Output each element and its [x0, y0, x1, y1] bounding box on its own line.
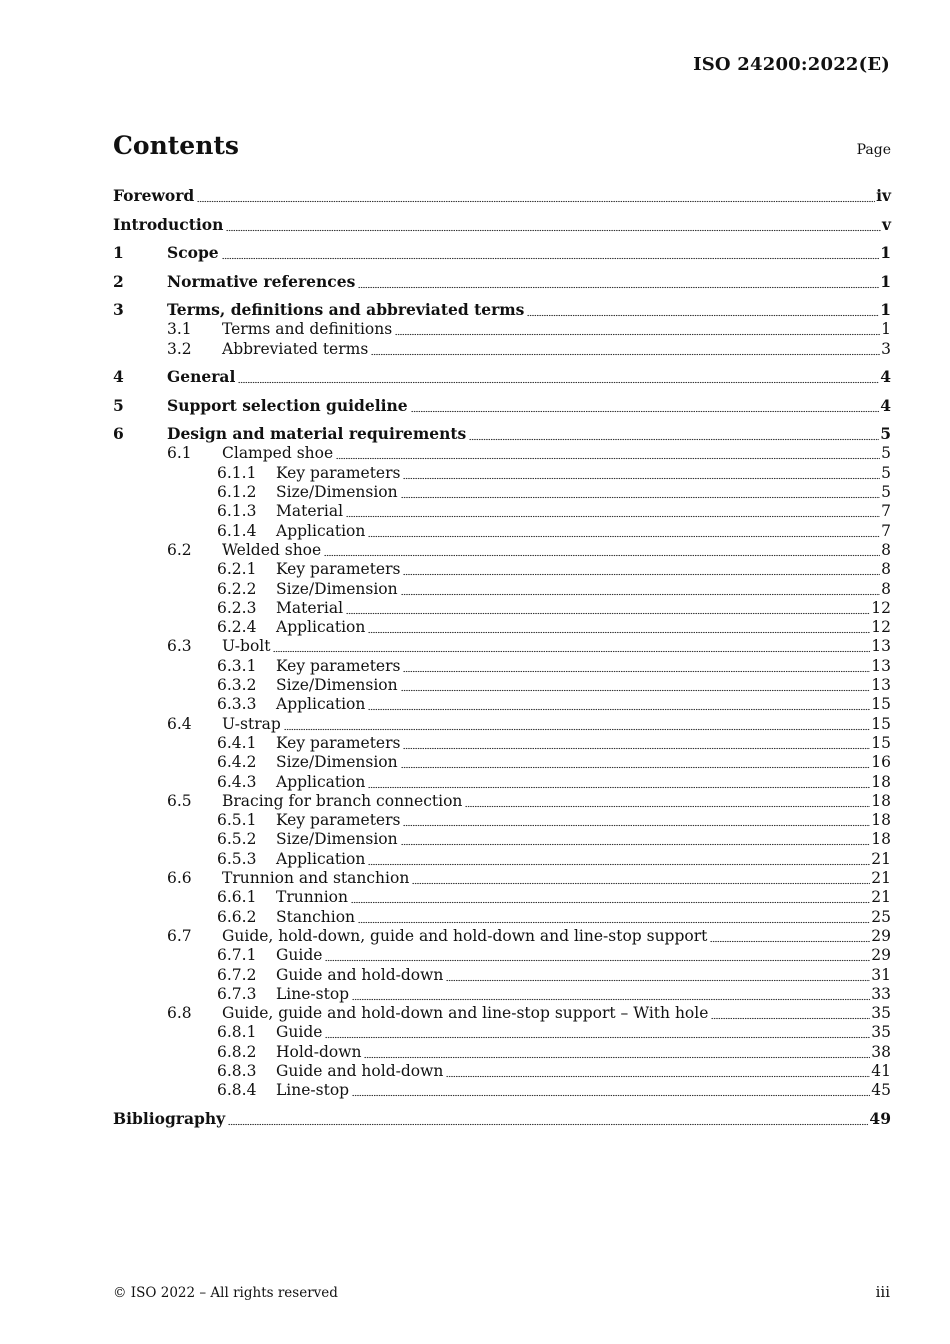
toc-entry-page: 3	[881, 339, 891, 358]
toc-entry-number: 6	[113, 424, 124, 444]
toc-entry[interactable]	[113, 215, 891, 235]
toc-entry[interactable]	[113, 559, 891, 579]
toc-entry-number: 6.6.2	[217, 907, 257, 926]
dot-leader	[346, 501, 880, 521]
footer-copyright: © ISO 2022 – All rights reserved	[113, 1285, 338, 1301]
toc-entry-number: 6.5.2	[217, 830, 257, 849]
toc-entry-title: Design and material requirements	[167, 424, 467, 444]
toc-entry-title: Guide, hold-down, guide and hold-down and line-stop support	[222, 926, 708, 945]
toc-entry-number: 1	[113, 243, 124, 262]
dot-leader	[368, 694, 870, 714]
toc-entry-number: 4	[113, 367, 124, 387]
toc-entry-number: 6.7.1	[217, 946, 257, 965]
dot-leader	[711, 1003, 870, 1023]
toc-entry-number: 3	[113, 300, 124, 319]
dot-leader	[284, 714, 870, 734]
toc-entry-title: Application	[276, 695, 366, 714]
toc-entry-page: 45	[871, 1081, 891, 1100]
toc-entry-title: Hold-down	[276, 1042, 362, 1061]
toc-entry[interactable]	[113, 339, 891, 359]
toc-entry-page: 18	[871, 811, 891, 830]
dot-leader	[324, 540, 880, 560]
toc-entry[interactable]	[113, 636, 891, 656]
dot-leader	[401, 829, 871, 849]
dot-leader	[465, 791, 870, 811]
toc-entry-page: 25	[871, 907, 891, 926]
toc-entry-title: Key parameters	[276, 733, 401, 752]
toc-entry-page: 21	[871, 888, 891, 907]
toc-entry[interactable]	[113, 367, 891, 387]
toc-entry-page: 15	[871, 714, 891, 733]
toc-entry-page: 21	[871, 849, 891, 868]
toc-entry-number: 6.7.3	[217, 984, 257, 1003]
toc-entry-title: Line-stop	[276, 984, 350, 1003]
toc-entry-number: 6.2.2	[217, 579, 257, 598]
dot-leader	[469, 424, 879, 444]
toc-entry-page: 15	[871, 733, 891, 752]
toc-entry[interactable]	[113, 1042, 891, 1062]
toc-entry-title: Line-stop	[276, 1081, 350, 1100]
toc-entry-page: 41	[871, 1062, 891, 1080]
dot-leader	[527, 300, 879, 320]
dot-leader	[403, 559, 880, 579]
toc-entry-page: 7	[881, 502, 891, 521]
toc-entry-title: Size/Dimension	[276, 830, 398, 849]
dot-leader	[401, 579, 881, 599]
dot-leader	[364, 1042, 870, 1062]
toc-entry[interactable]	[113, 887, 891, 907]
toc-entry[interactable]	[113, 752, 891, 772]
dot-leader	[368, 521, 880, 541]
dot-leader	[403, 733, 870, 753]
toc-entry-title: Guide	[276, 1023, 323, 1042]
toc-entry-page: 1	[880, 300, 891, 319]
dot-leader	[401, 482, 881, 502]
toc-entry-title: Scope	[167, 243, 219, 262]
toc-entry-number: 6.2.4	[217, 618, 257, 637]
toc-entry-number: 6.5	[167, 791, 192, 810]
toc-entry[interactable]	[113, 501, 891, 521]
toc-entry-page: 1	[881, 320, 891, 339]
toc-entry[interactable]	[113, 810, 891, 830]
toc-entry[interactable]	[113, 463, 891, 483]
dot-leader	[368, 617, 870, 637]
dot-leader	[403, 810, 870, 830]
toc-entry[interactable]	[113, 772, 891, 792]
toc-entry-number: 6.4	[167, 714, 192, 733]
toc-entry-number: 6.5.1	[217, 811, 257, 830]
toc-entry-number: 6.5.3	[217, 849, 257, 868]
toc-entry-title: U-bolt	[222, 637, 271, 656]
toc-entry-page: 49	[869, 1108, 891, 1128]
toc-entry[interactable]	[113, 791, 891, 811]
toc-entry-number: 6.4.3	[217, 772, 257, 791]
toc-entry[interactable]	[113, 424, 891, 444]
toc-entry-title: Stanchion	[276, 907, 356, 926]
toc-entry-title: Key parameters	[276, 560, 401, 579]
page-column-label: Page	[856, 142, 891, 158]
dot-leader	[358, 272, 879, 292]
toc-entry-title: Size/Dimension	[276, 676, 398, 694]
dot-leader	[273, 636, 870, 656]
toc-entry-page: 18	[871, 772, 891, 791]
toc-entry-number: 6.4.1	[217, 733, 257, 752]
toc-entry-title: Welded shoe	[222, 540, 322, 559]
dot-leader	[351, 887, 870, 907]
toc-entry[interactable]	[113, 482, 891, 502]
toc-entry-page: 31	[871, 965, 891, 984]
toc-entry[interactable]	[113, 243, 891, 263]
toc-entry-page: 8	[881, 560, 891, 579]
toc-entry-number: 6.8.4	[217, 1081, 257, 1100]
toc-entry[interactable]	[113, 849, 891, 869]
toc-entry-title: Size/Dimension	[276, 753, 398, 772]
toc-entry-number: 6.4.2	[217, 753, 257, 772]
toc-entry-page: 13	[871, 656, 891, 675]
dot-leader	[222, 243, 880, 263]
toc-entry-title: Abbreviated terms	[222, 339, 369, 358]
toc-entry-page: 13	[871, 637, 891, 656]
toc-entry-page: 4	[880, 395, 891, 415]
dot-leader	[401, 752, 871, 772]
toc-entry-title: Guide, guide and hold-down and line-stop support – With hole	[222, 1004, 709, 1023]
toc-entry-page: 5	[881, 483, 891, 501]
toc-entry[interactable]	[113, 186, 891, 206]
dot-leader	[352, 1080, 870, 1100]
toc-entry-page: 35	[871, 1023, 891, 1042]
toc-entry-title: Support selection guideline	[167, 395, 408, 415]
toc-entry[interactable]	[113, 579, 891, 599]
toc-entry[interactable]	[113, 319, 891, 339]
document-id: ISO 24200:2022(E)	[693, 54, 890, 75]
toc-entry-title: Guide	[276, 946, 323, 965]
toc-entry-number: 6.6	[167, 869, 192, 887]
toc-entry[interactable]	[113, 656, 891, 676]
toc-entry[interactable]	[113, 1109, 891, 1129]
toc-entry-title: Foreword	[113, 186, 195, 205]
toc-entry-page: 16	[871, 753, 891, 772]
dot-leader	[238, 367, 879, 387]
dot-leader	[352, 984, 870, 1004]
toc-entry-number: 6.6.1	[217, 888, 257, 907]
toc-entry[interactable]	[113, 1080, 891, 1100]
dot-leader	[368, 849, 870, 869]
toc-entry-page: iv	[876, 186, 891, 205]
toc-entry-page: 18	[871, 830, 891, 849]
toc-entry-page: 29	[871, 946, 891, 965]
toc-entry-page: 15	[871, 695, 891, 714]
toc-entry-title: Material	[276, 598, 344, 617]
toc-entry[interactable]	[113, 694, 891, 714]
toc-entry-title: Bracing for branch connection	[222, 791, 463, 810]
toc-entry[interactable]	[113, 617, 891, 637]
toc-entry-title: Key parameters	[276, 463, 401, 482]
toc-entry-page: 38	[871, 1042, 891, 1061]
toc-entry[interactable]	[113, 1061, 891, 1081]
dot-leader	[346, 598, 870, 618]
toc-entry[interactable]	[113, 926, 891, 946]
dot-leader	[197, 186, 875, 206]
toc-entry-number: 6.2.3	[217, 598, 257, 617]
toc-entry[interactable]	[113, 443, 891, 463]
toc-entry-page: 35	[871, 1004, 891, 1023]
toc-entry-number: 5	[113, 395, 124, 415]
toc-entry-title: Trunnion and stanchion	[222, 869, 410, 887]
toc-entry-number: 6.8	[167, 1004, 192, 1023]
toc-entry[interactable]	[113, 300, 891, 320]
dot-leader	[395, 319, 880, 339]
toc-entry-title: Guide and hold-down	[276, 965, 444, 984]
toc-entry[interactable]	[113, 714, 891, 734]
toc-entry[interactable]	[113, 907, 891, 927]
toc-entry-page: 1	[880, 243, 891, 262]
dot-leader	[336, 443, 880, 463]
toc-entry-page: v	[881, 214, 891, 234]
dot-leader	[368, 772, 870, 792]
toc-entry-title: Trunnion	[276, 888, 348, 907]
toc-entry-title: Key parameters	[276, 656, 401, 675]
toc-entry-page: 7	[881, 521, 891, 540]
toc-entry[interactable]	[113, 829, 891, 849]
toc-entry-number: 6.8.2	[217, 1042, 257, 1061]
dot-leader	[403, 463, 880, 483]
toc-entry[interactable]	[113, 396, 891, 416]
toc-entry-number: 6.8.3	[217, 1062, 257, 1080]
toc-entry-title: Guide and hold-down	[276, 1062, 444, 1080]
toc-entry-title: Key parameters	[276, 811, 401, 830]
toc-entry[interactable]	[113, 733, 891, 753]
toc-entry-number: 6.2	[167, 540, 192, 559]
footer-page-number: iii	[875, 1283, 890, 1301]
toc-entry[interactable]	[113, 945, 891, 965]
dot-leader	[371, 339, 880, 359]
toc-entry[interactable]	[113, 675, 891, 695]
dot-leader	[446, 1061, 870, 1081]
toc-entry-page: 1	[880, 271, 891, 291]
toc-entry-number: 6.3.3	[217, 695, 257, 714]
toc-entry-title: Material	[276, 502, 344, 521]
toc-entry[interactable]	[113, 272, 891, 292]
toc-entry[interactable]	[113, 521, 891, 541]
toc-entry-number: 6.1	[167, 444, 192, 463]
dot-leader	[325, 1022, 870, 1042]
toc-entry-page: 5	[881, 463, 891, 482]
dot-leader	[403, 656, 870, 676]
dot-leader	[401, 675, 871, 695]
toc-entry-number: 6.3.1	[217, 656, 257, 675]
toc-entry[interactable]	[113, 540, 891, 560]
toc-entry-title: Terms and definitions	[222, 320, 393, 339]
toc-entry-title: Size/Dimension	[276, 579, 398, 598]
toc-entry-title: Application	[276, 521, 366, 540]
dot-leader	[358, 907, 870, 927]
toc-entry-page: 8	[881, 579, 891, 598]
toc-entry-page: 5	[880, 424, 891, 444]
toc-entry-title: Application	[276, 772, 366, 791]
toc-entry-title: U-strap	[222, 714, 281, 733]
toc-entry-number: 6.1.2	[217, 483, 257, 501]
toc-entry-page: 12	[871, 598, 891, 617]
toc-entry-number: 6.1.3	[217, 502, 257, 521]
dot-leader	[446, 965, 870, 985]
contents-title: Contents	[113, 131, 240, 160]
toc-entry-title: General	[167, 367, 236, 387]
toc-entry[interactable]	[113, 1022, 891, 1042]
toc-entry-page: 18	[871, 791, 891, 810]
toc-entry-number: 6.1.4	[217, 521, 257, 540]
toc-entry-page: 5	[881, 444, 891, 463]
dot-leader	[228, 1109, 868, 1129]
toc-entry-number: 6.7.2	[217, 965, 257, 984]
toc-entry-title: Introduction	[113, 214, 224, 234]
toc-entry-number: 6.7	[167, 926, 192, 945]
toc-entry-page: 29	[871, 926, 891, 945]
toc-entry-title: Application	[276, 849, 366, 868]
toc-entry[interactable]	[113, 598, 891, 618]
toc-entry-number: 2	[113, 271, 124, 291]
toc-entry-title: Normative references	[167, 271, 356, 291]
dot-leader	[710, 926, 870, 946]
dot-leader	[226, 215, 881, 235]
toc-entry-number: 3.1	[167, 320, 192, 339]
toc-entry-page: 33	[871, 984, 891, 1003]
toc-entry-title: Application	[276, 618, 366, 637]
toc-entry-page: 4	[880, 367, 891, 387]
toc-entry[interactable]	[113, 868, 891, 888]
toc-entry-title: Clamped shoe	[222, 444, 334, 463]
toc-entry-number: 6.3	[167, 637, 192, 656]
toc-entry-page: 21	[871, 869, 891, 887]
dot-leader	[411, 396, 880, 416]
toc-entry-number: 6.2.1	[217, 560, 257, 579]
toc-entry-page: 8	[881, 540, 891, 559]
toc-entry-number: 6.1.1	[217, 463, 257, 482]
toc-entry[interactable]	[113, 984, 891, 1004]
toc-entry-number: 6.3.2	[217, 676, 257, 694]
toc-entry-number: 6.8.1	[217, 1023, 257, 1042]
dot-leader	[412, 868, 870, 888]
toc-entry[interactable]	[113, 965, 891, 985]
toc-entry-title: Size/Dimension	[276, 483, 398, 501]
toc-entry-title: Terms, definitions and abbreviated terms	[167, 300, 525, 319]
toc-entry-page: 12	[871, 618, 891, 637]
toc-entry-page: 13	[871, 676, 891, 694]
dot-leader	[325, 945, 870, 965]
toc-entry-number: 3.2	[167, 339, 192, 358]
toc-entry-title: Bibliography	[113, 1108, 226, 1128]
toc-entry[interactable]	[113, 1003, 891, 1023]
